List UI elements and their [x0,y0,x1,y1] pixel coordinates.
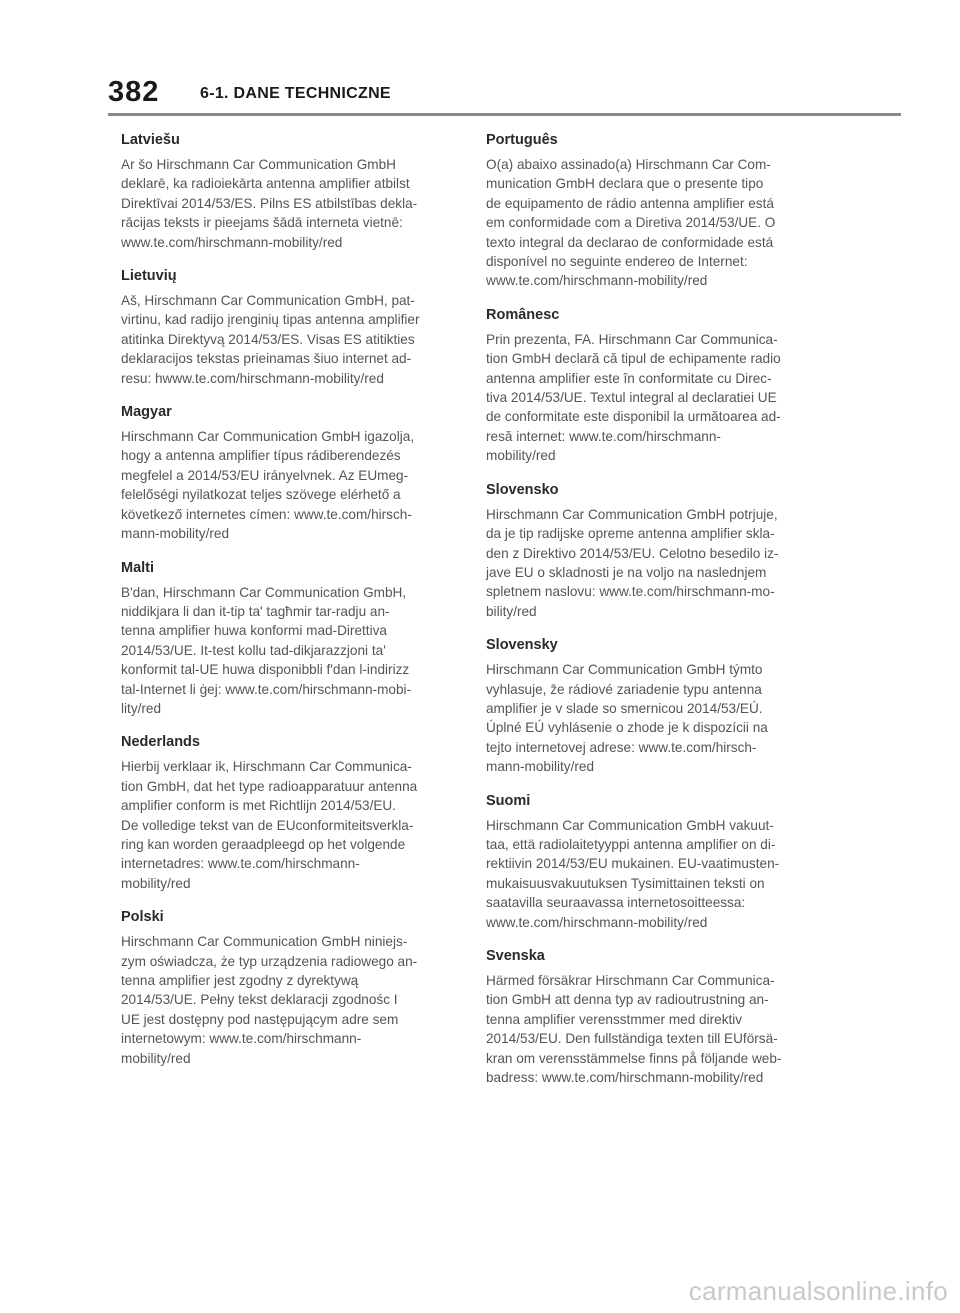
section-heading: Svenska [486,948,545,964]
chapter-title: 6-1. DANE TECHNICZNE [200,85,391,102]
section-text: B'dan, Hirschmann Car Communication GmbH, niddikjara li dan it-tip ta' tagħmir tar-radju an- tenna amplifier huwa konformi mad-Direttiva 2014/53/UE. It-test kollu tad-dikjarazzjoni ta' konformit tal-UE huwa disponibbli f'dan l-indirizz tal-Internet li ġej: www.te.com/hirschmann-mobi- lity/red [121,584,412,716]
section-portugues [486,131,836,291]
header-divider [108,113,901,116]
section-slovensko [486,481,836,621]
section-heading: Polski [121,909,164,926]
section-text: Hirschmann Car Communication GmbH potrjuje, da je tip radijske opreme antenna amplifier skla- den z Direktivo 2014/53/EU. Celotno besedilo iz- jave EU o skladnosti je na voljo na naslednjem spletnem naslovu: www.te.com/hirschmann-mo- bility/red [486,506,779,619]
section-text: O(a) abaixo assinado(a) Hirschmann Car Com- munication GmbH declara que o presente tipo de equipamento de rádio antenna amplifier está em conformidade com a Diretiva 2014/53/UE. O texto integral da declarao de conformidade está disponível no seguinte endereo de Internet: www.te.com/hirschmann-mobility/red [486,157,776,289]
section-heading: Magyar [121,404,172,421]
section-svenska [486,947,836,1087]
section-heading: Português [486,132,558,148]
right-column [486,131,836,1102]
page-number: 382 [108,76,160,108]
section-text: Hierbij verklaar ik, Hirschmann Car Communica- tion GmbH, dat het type radioapparatuur antenna amplifier conform is met Richtlijn 2014/53/EU. De volledige tekst van de EUconformiteitsverkla- ring kan worden geraadpleegd op het volgende internetadres: www.te.com/hirschmann- mobility/red [121,759,418,891]
left-column [121,131,471,1083]
section-lietuviu [121,267,471,388]
section-text: Hirschmann Car Communication GmbH niniejs- zym oświadcza, że typ urządzenia radiowego an- tenna amplifier jest zgodny z dyrektywą 2014/53/UE. Pełny tekst deklaracji zgodnośc I UE jest dostępny pod następującym adre sem internetowym: www.te.com/hirschmann- mobility/red [121,934,418,1066]
section-heading: Românesc [486,306,560,323]
section-polski [121,908,471,1068]
section-latviesu [121,131,471,252]
section-heading: Malti [121,559,155,576]
section-heading: Nederlands [121,734,200,751]
section-romanesc [486,306,836,466]
section-text: Hirschmann Car Communication GmbH vakuut- taa, että radiolaitetyyppi antenna amplifier on di- rektiivin 2014/53/EU mukainen. EU-vaatimusten- mukaisuusvakuutuksen Tysimittainen teksti on saatavilla seuraavassa internetosoitteessa: www.te.com/hirschmann-mobility/red [486,817,780,930]
section-heading: Slovensko [486,481,559,498]
section-suomi [486,792,836,932]
watermark: carmanualsonline.info [688,1276,948,1306]
section-text: Hirschmann Car Communication GmbH týmto vyhlasuje, že rádiové zariadenie typu antenna amplifier je v slade so smernicou 2014/53/EÚ. Úplné EÚ vyhlásenie o zhode je k dispozícii na tejto internetovej adrese: www.te.com/hirsch- mann-mobility/red [486,662,768,775]
section-nederlands [121,733,471,893]
section-text: Aš, Hirschmann Car Communication GmbH, pat- virtinu, kad radijo įrenginių tipas antenna amplifier atitinka Direktyvą 2014/53/ES. Visas ES atitikties deklaracijos tekstas prieinamas šiuo internet ad- resu: hwww.te.com/hirschmann-mobility/red [121,293,420,386]
section-heading: Latviešu [121,132,180,148]
section-heading: Slovensky [486,637,558,654]
section-text: Härmed försäkrar Hirschmann Car Communica- tion GmbH att denna typ av radioutrustning an- tenna amplifier verensstmmer med direktiv 2014/53/EU. Den fullständiga texten till EUförsä- kran om verensstämmelse finns på följande web- badress: www.te.com/hirschmann-mobility/red [486,973,782,1086]
section-heading: Suomi [486,792,531,809]
section-text: Ar šo Hirschmann Car Communication GmbH deklarē, ka radioiekārta antenna amplifier atbilst Direktīvai 2014/53/ES. Pilns ES atbilstības dekla- rācijas teksts ir pieejams šādā interneta vietnē: www.te.com/hirschmann-mobility/red [121,157,418,250]
section-magyar [121,403,471,543]
section-slovensky [486,636,836,776]
section-malti [121,559,471,719]
page-header [108,76,901,118]
section-heading: Lietuvių [121,268,177,285]
section-text: Hirschmann Car Communication GmbH igazolja, hogy a antenna amplifier típus rádiberendezés megfelel a 2014/53/EU irányelvnek. Az EUmeg- felelőségi nyilatkozat teljes szövege elérhető a következő internetes címen: www.te.com/hirsch- mann-mobility/red [121,429,415,542]
section-text: Prin prezenta, FA. Hirschmann Car Communica- tion GmbH declară că tipul de echipamente radio antenna amplifier este în conformitate cu Direc- tiva 2014/53/UE. Textul integral al declaratiei UE de conformitate este disponibil la următoarea ad- resă internet: www.te.com/hirschmann- mobility/red [486,331,781,464]
